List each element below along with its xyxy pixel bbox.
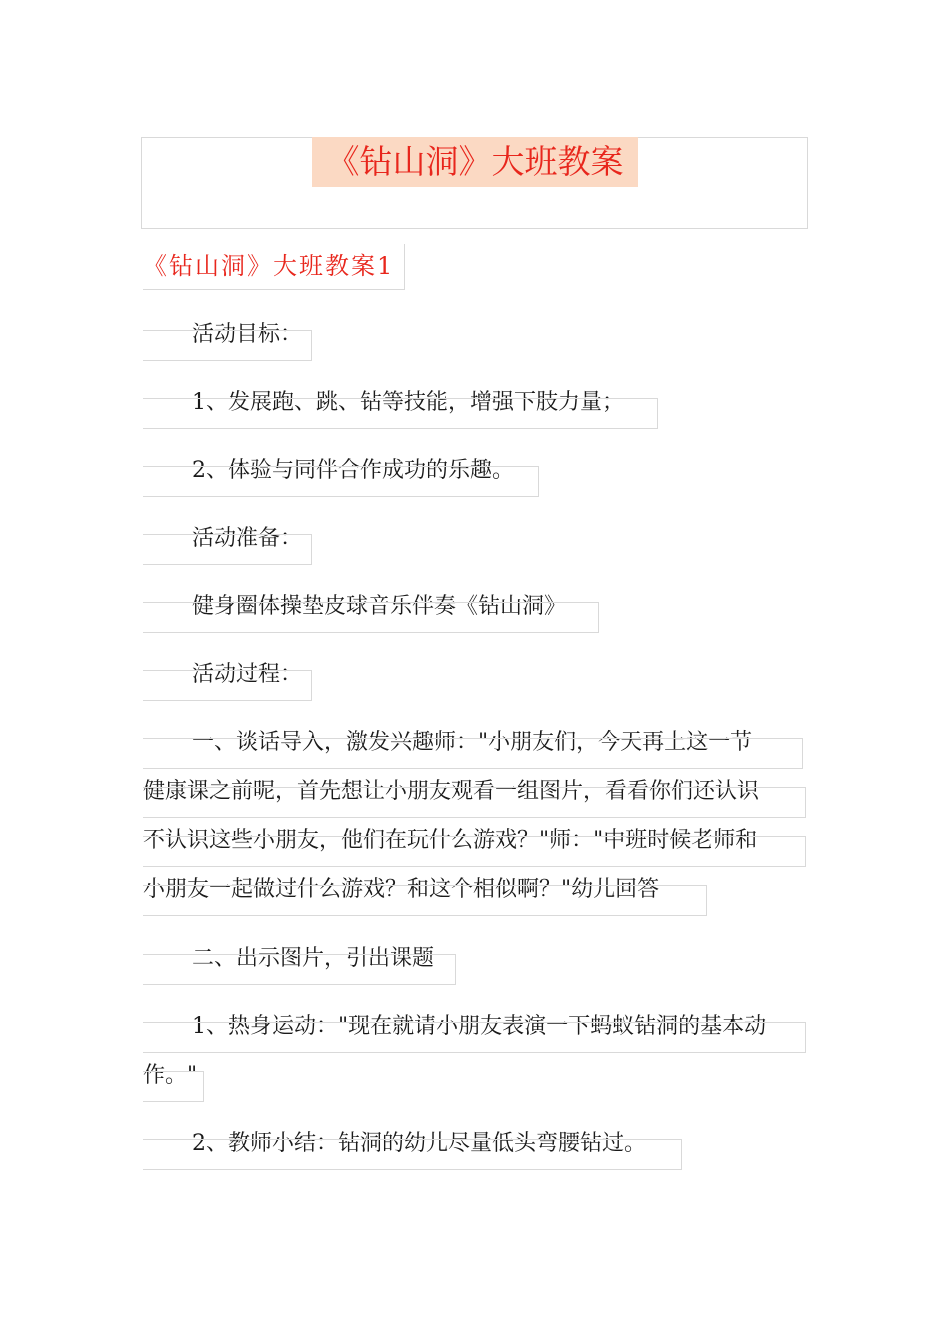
- paragraph-line: 作。": [143, 1063, 198, 1088]
- paragraph-line: 2、体验与同伴合作成功的乐趣。: [192, 458, 514, 483]
- paragraph-line: 活动过程：: [192, 662, 303, 687]
- document-title: 《钻山洞》大班教案: [326, 142, 624, 181]
- paragraph-line: 1、热身运动："现在就请小朋友表演一下蚂蚁钻洞的基本动: [192, 1014, 767, 1039]
- paragraph-line: 1、发展跑、跳、钻等技能，增强下肢力量；: [192, 390, 624, 415]
- paragraph-line: 一、谈话导入，激发兴趣师："小朋友们，今天再上这一节: [192, 730, 753, 755]
- paragraph-line: 活动目标：: [192, 322, 303, 347]
- paragraph-line: 2、教师小结：钻洞的幼儿尽量低头弯腰钻过。: [192, 1131, 646, 1156]
- paragraph-line: 二、出示图片，引出课题: [192, 946, 435, 971]
- paragraph-line: 小朋友一起做过什么游戏？和这个相似啊？"幼儿回答: [143, 877, 660, 902]
- paragraph-line: 健身圈体操垫皮球音乐伴奏《钻山洞》: [192, 594, 567, 619]
- paragraph-line: 不认识这些小朋友，他们在玩什么游戏？"师："中班时候老师和: [143, 828, 758, 853]
- paragraph-line: 健康课之前呢，首先想让小朋友观看一组图片，看看你们还认识: [143, 779, 760, 804]
- paragraph-line: 活动准备：: [192, 526, 303, 551]
- section-heading: 《钻山洞》大班教案1: [143, 244, 405, 290]
